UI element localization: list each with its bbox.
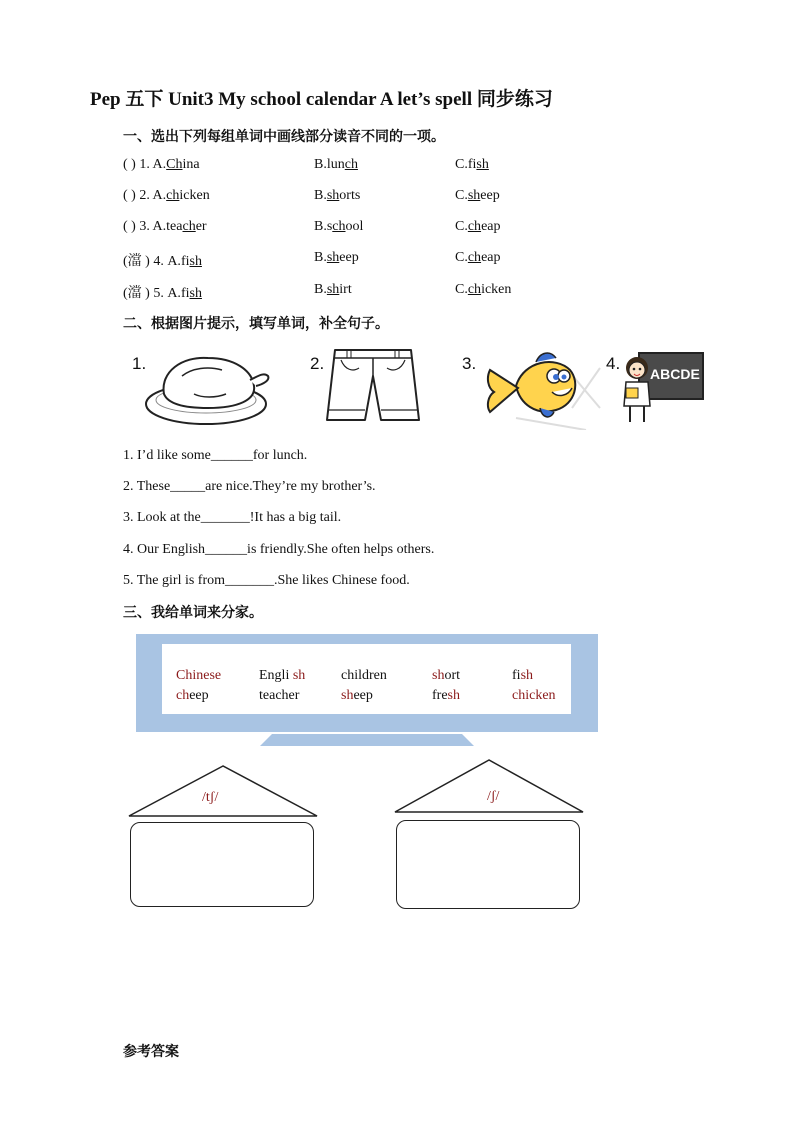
question-1-option-c: C.fish (455, 157, 489, 172)
sentence-4: 4. Our English______is friendly.She often helps others. (123, 542, 435, 557)
word-chip: Chinese (176, 668, 222, 683)
roast-chicken-icon (142, 346, 272, 428)
picture-number-2: 2. (310, 354, 325, 373)
word-chip: Engli sh (259, 668, 306, 683)
word-chip: chicken (512, 688, 556, 703)
word-bank-stand (260, 734, 474, 746)
page-title: Pep 五下 Unit3 My school calendar A let’s spell 同步练习 (90, 89, 553, 110)
house-left-roof (127, 764, 319, 818)
question-4-option-c: C.cheap (455, 250, 501, 265)
question-3-option-a: ( ) 3. A.teacher (123, 219, 207, 234)
word-chip: sheep (341, 688, 373, 703)
question-2-option-a: ( ) 2. A.chicken (123, 188, 210, 203)
picture-number-1: 1. (132, 354, 147, 373)
question-4-option-a: (澢 ) 4. A.fish (123, 254, 202, 269)
question-2-option-c: C.sheep (455, 188, 500, 203)
question-2-option-b: B.shorts (314, 188, 361, 203)
blackboard-text: ABCDE (650, 366, 700, 382)
word-chip: short (432, 668, 461, 683)
section1-heading: 一、选出下列每组单词中画线部分读音不同的一项。 (123, 129, 445, 145)
house-right-label: /ʃ/ (487, 789, 500, 804)
sentence-1: 1. I’d like some______for lunch. (123, 448, 308, 463)
word-chip: children (341, 668, 387, 683)
house-left-answer-box[interactable] (130, 822, 314, 907)
picture-number-3: 3. (462, 354, 477, 373)
question-1-option-a: ( ) 1. A.China (123, 157, 200, 172)
teacher-icon (620, 352, 704, 424)
word-chip: cheep (176, 688, 209, 703)
question-3-option-b: B.school (314, 219, 364, 234)
word-chip: teacher (259, 688, 300, 703)
question-1-option-b: B.lunch (314, 157, 358, 172)
fish-icon (476, 348, 606, 430)
house-right-answer-box[interactable] (396, 820, 580, 909)
sentence-3: 3. Look at the_______!It has a big tail. (123, 510, 342, 525)
question-5-option-a: (澢 ) 5. A.fish (123, 286, 202, 301)
teacher-figure-icon (620, 356, 654, 426)
word-chip: fresh (432, 688, 460, 703)
section2-heading: 二、根据图片提示，填写单词，补全句子。 (123, 316, 389, 332)
question-3-option-c: C.cheap (455, 219, 501, 234)
word-chip: fish (512, 668, 534, 683)
house-right-roof (393, 758, 585, 814)
sentence-5: 5. The girl is from_______.She likes Chinese food. (123, 573, 410, 588)
shorts-icon (323, 346, 423, 426)
question-4-option-b: B.sheep (314, 250, 359, 265)
sentence-2: 2. These_____are nice.They’re my brother’s. (123, 479, 376, 494)
answers-heading: 参考答案 (123, 1044, 179, 1060)
picture-number-4: 4. (606, 354, 621, 373)
section3-heading: 三、我给单词来分家。 (123, 605, 263, 621)
house-left-label: /tʃ/ (202, 790, 219, 805)
question-5-option-b: B.shirt (314, 282, 352, 297)
question-5-option-c: C.chicken (455, 282, 512, 297)
